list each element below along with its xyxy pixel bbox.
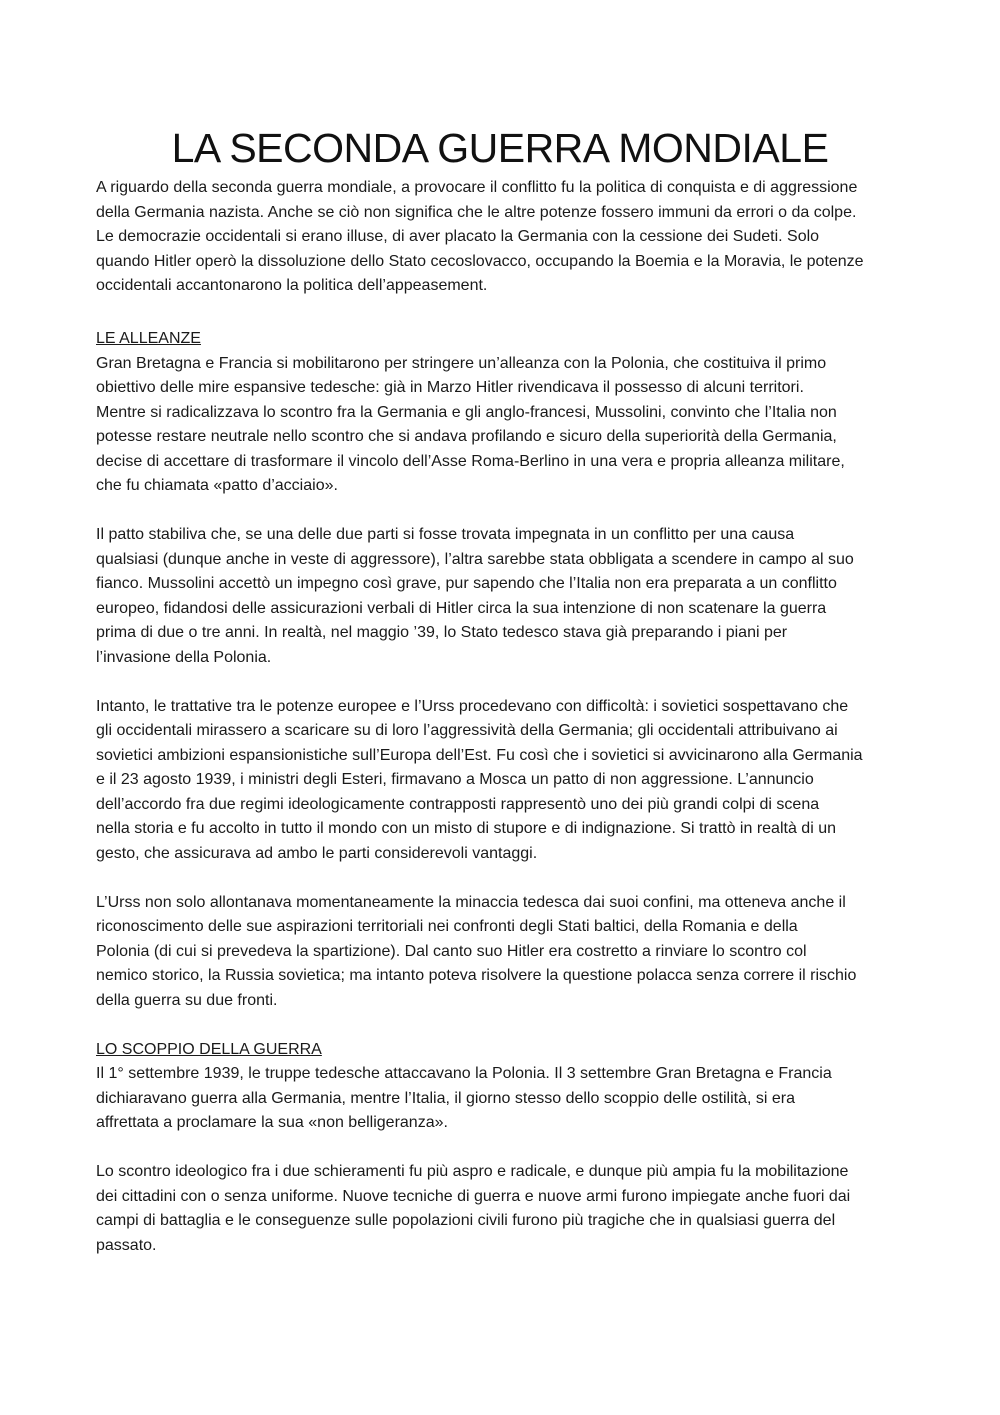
alleanze-paragraph-1: Gran Bretagna e Francia si mobilitarono per stringere un’alleanza con la Polonia, che costituiva il primo obiettivo delle mire espansive tedesche: già in Marzo Hitler rivendicava il possesso di alcuni territori. Mentre si radicalizzava lo scontro fra la Germania e gli anglo-francesi, Mussolini, convinto che l’Italia non potesse restare neutrale nello scontro che si andava profilando e sicuro della superiorità della Germania, decise di accettare di trasformare il vincolo dell’Asse Roma-Berlino in una vera e propria alleanza militare, che fu chiamata «patto d’acciaio». — [96, 354, 845, 494]
intro-paragraph: A riguardo della seconda guerra mondiale, a provocare il conflitto fu la politica di conquista e di aggressione della Germania nazista. Anche se ciò non significa che le altre potenze fossero immuni da errori o da colpe. Le democrazie occidentali si erano illuse, di aver placato la Germania con la cessione dei Sudeti. Solo quando Hitler operò la dissoluzione dello Stato cecoslovacco, occupando la Boemia e la Moravia, le potenze occidentali accantonarono la politica dell’appeasement. — [96, 179, 864, 294]
paragraph-spacer — [96, 299, 908, 324]
scoppio-paragraph-2: Lo scontro ideologico fra i due schieramenti fu più aspro e radicale, e dunque più ampia fu la mobilitazione dei cittadini con o senza uniforme. Nuove tecniche di guerra e nuove armi furono impiegate anche fuori dai campi di battaglia e le conseguenze sulle popolazioni civili furono più tragiche che in qualsiasi guerra del passato. — [96, 1163, 851, 1254]
alleanze-paragraph-3: Intanto, le trattative tra le potenze europee e l’Urss procedevano con difficoltà: i sovietici sospettavano che gli occidentali mirassero a scaricare su di loro l’aggressività della Germania; gli occidentali attribuivano ai sovietici ambizioni espansionistiche sull’Europa dell’Est. Fu così che i sovietici si avvicinarono alla Germania e il 23 agosto 1939, i ministri degli Esteri, firmavano a Mosca un patto di non aggressione. L’annuncio dell’accordo fra due regimi ideologicamente contrapposti rappresentò uno dei più grandi colpi di scena nella storia e fu accolto in tutto il mondo con un misto di stupore e di indignazione. Si trattò in realtà di un gesto, che assicurava ad ambo le parti considerevoli vantaggi. — [96, 697, 863, 862]
paragraph-spacer — [96, 866, 908, 891]
scoppio-paragraph-1: Il 1° settembre 1939, le truppe tedesche attaccavano la Polonia. Il 3 settembre Gran Bretagna e Francia dichiaravano guerra alla Germania, mentre l’Italia, il giorno stesso dello scoppio delle ostilità, si era affrettata a proclamare la sua «non belligeranza». — [96, 1065, 832, 1131]
section-heading-alleanze: LE ALLEANZE — [96, 330, 201, 347]
section-heading-scoppio: LO SCOPPIO DELLA GUERRA — [96, 1040, 322, 1058]
paragraph-spacer — [96, 670, 908, 695]
paragraph-spacer — [96, 499, 908, 524]
paragraph-spacer — [96, 1136, 908, 1161]
page-title: LA SECONDA GUERRA MONDIALE — [171, 125, 829, 171]
alleanze-paragraph-2: Il patto stabiliva che, se una delle due parti si fosse trovata impegnata in un conflitto per una causa qualsiasi (dunque anche in veste di aggressore), l’altra sarebbe stata obbligata a scendere in campo al suo fianco. Mussolini accettò un impegno così grave, pur sapendo che l’Italia non era preparata a un conflitto europeo, fidandosi delle assicurazioni verbali di Hitler circa la sua intenzione di non scatenare la guerra prima di due o tre anni. In realtà, nel maggio ’39, lo Stato tedesco stava già preparando i piani per l’invasione della Polonia. — [96, 526, 854, 666]
document-body — [96, 176, 908, 1258]
alleanze-paragraph-4: L’Urss non solo allontanava momentaneamente la minaccia tedesca dai suoi confini, ma otteneva anche il riconoscimento delle sue aspirazioni territoriali nei confronti degli Stati baltici, della Romania e della Polonia (di cui si prevedeva la spartizione). Dal canto suo Hitler era costretto a rinviare lo scontro col nemico storico, la Russia sovietica; ma intanto poteva risolvere la questione polacca senza correre il rischio della guerra su due fronti. — [96, 893, 857, 1009]
paragraph-spacer — [96, 1013, 908, 1038]
